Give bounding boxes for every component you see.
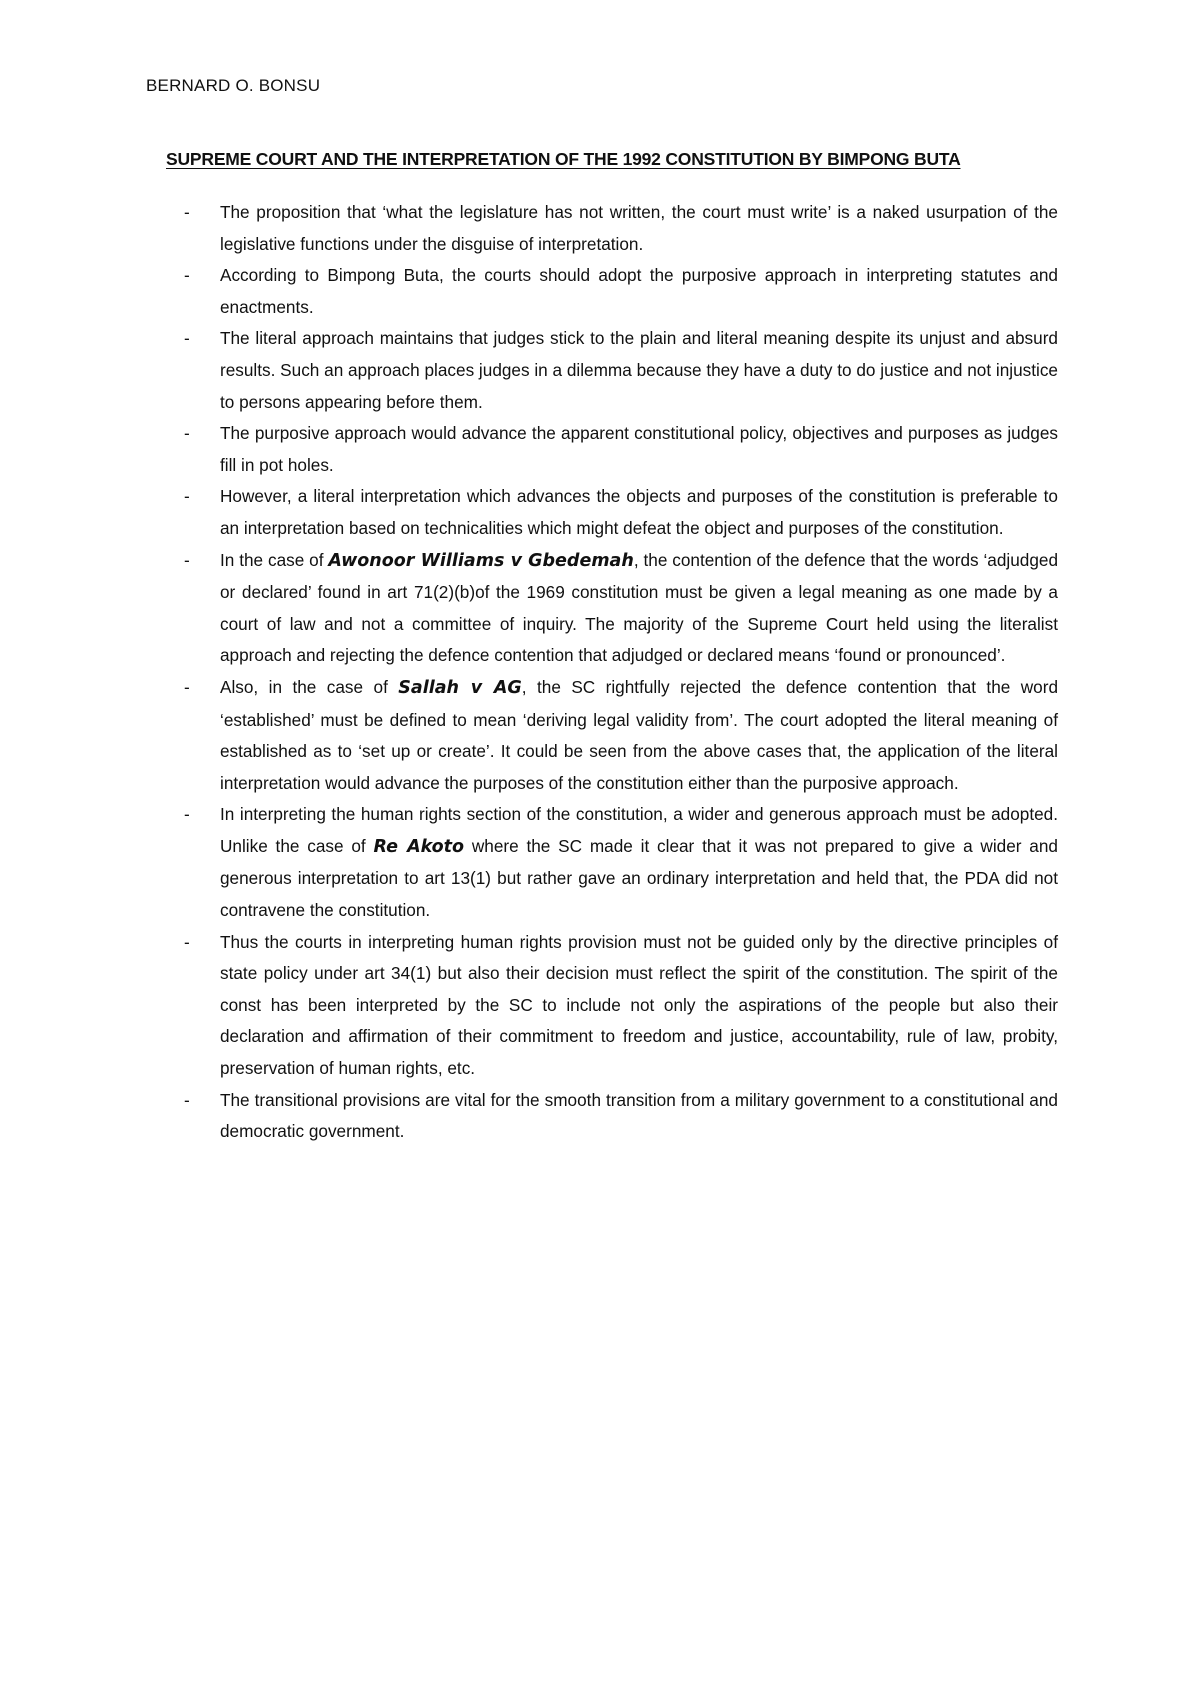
bullet-item [184, 545, 1058, 672]
bullet-dash: - [184, 676, 190, 697]
bullet-dash: - [184, 486, 190, 507]
bullet-text-lead: Also, in the case of [220, 676, 399, 697]
bullet-dash: - [184, 265, 190, 286]
bullet-list [184, 197, 1058, 1148]
bullet-dash: - [184, 549, 190, 570]
case-name: Sallah v AG [398, 677, 522, 698]
bullet-item [184, 927, 1058, 1085]
bullet-item [184, 418, 1058, 481]
bullet-dash: - [184, 931, 190, 952]
bullet-item [184, 197, 1058, 260]
bullet-text-rest: , the SC rightfully rejected the defence contention that the word ‘established’ must be defined to mean ‘deriving legal validity from’. The court adopted the literal meaning of established as to ‘set up or create’. It could be seen from the above cases that, the application of the literal interpretation would advance the purposes of the constitution either than the purposive approach. [220, 676, 1058, 793]
bullet-item [184, 672, 1058, 799]
bullet-item [184, 481, 1058, 544]
bullet-dash: - [184, 202, 190, 222]
bullet-text: The purposive approach would advance the apparent constitutional policy, objectives and purposes as judges fill in pot holes. [220, 423, 1058, 475]
bullet-text: The literal approach maintains that judges stick to the plain and literal meaning despite its unjust and absurd results. Such an approach places judges in a dilemma because they have a duty to do justice and not injustice to persons appearing before them. [220, 328, 1058, 412]
bullet-text: The transitional provisions are vital for the smooth transition from a military government to a constitutional and democratic government. [220, 1089, 1058, 1142]
bullet-item [184, 799, 1058, 926]
bullet-text: According to Bimpong Buta, the courts should adopt the purposive approach in interpreting statutes and enactments. [220, 265, 1058, 317]
bullet-item [184, 1085, 1058, 1148]
bullet-text: The proposition that ‘what the legislature has not written, the court must write’ is a naked usurpation of the legislative functions under the disguise of interpretation. [220, 202, 1058, 254]
bullet-text-rest: , the contention of the defence that the words ‘adjudged or declared’ found in art 71(2)(b)of the 1969 constitution must be given a legal meaning as one made by a court of law and not a committee of inquiry. The majority of the Supreme Court held using the literalist approach and rejecting the defence contention that adjudged or declared means ‘found or pronounced’. [220, 549, 1059, 666]
bullet-text-lead: In the case of [220, 549, 329, 570]
bullet-item [184, 323, 1058, 418]
document-title: SUPREME COURT AND THE INTERPRETATION OF THE 1992 CONSTITUTION BY BIMPONG BUTA [166, 149, 961, 169]
bullet-text-lead: In interpreting the human rights section of the constitution, a wider and generous approach must be adopted. Unlike the case of [220, 804, 1058, 856]
bullet-dash: - [184, 1089, 190, 1110]
bullet-text-rest: where the SC made it clear that it was not prepared to give a wider and generous interpretation to art 13(1) but rather gave an ordinary interpretation and held that, the PDA did not contravene the constitution. [220, 835, 1058, 921]
bullet-dash: - [184, 423, 190, 444]
case-name: Re Akoto [373, 836, 465, 857]
case-name: Awonoor Williams v Gbedemah [328, 550, 634, 571]
bullet-text: Thus the courts in interpreting human rights provision must not be guided only by the directive principles of state policy under art 34(1) but also their decision must reflect the spirit of the constitution. The spirit of the const has been interpreted by the SC to include not only the aspirations of the people but also their declaration and affirmation of their commitment to freedom and justice, accountability, rule of law, probity, preservation of human rights, etc. [220, 931, 1058, 1079]
bullet-dash: - [184, 804, 190, 825]
bullet-item [184, 260, 1058, 323]
bullet-text: However, a literal interpretation which advances the objects and purposes of the constitution is preferable to an interpretation based on technicalities which might defeat the object and purposes of the constitution. [220, 486, 1058, 538]
bullet-dash: - [184, 328, 190, 349]
author-name: BERNARD O. BONSU [146, 76, 321, 95]
